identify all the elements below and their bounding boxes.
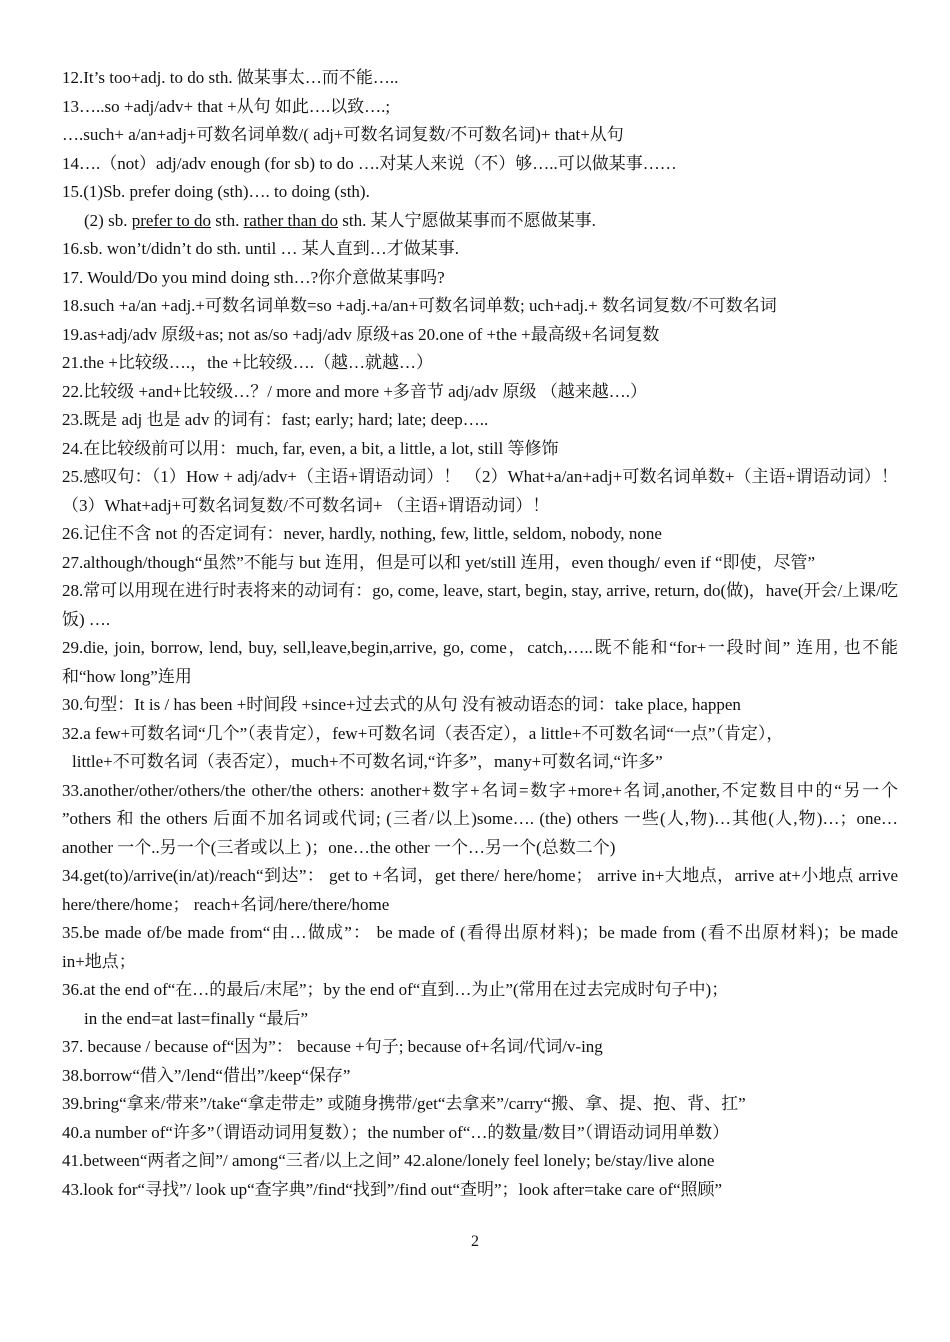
underlined-phrase-rather-than-do: rather than do — [243, 210, 339, 230]
text-line-15b — [62, 207, 898, 236]
text-line-12: 12.It’s too+adj. to do sth. 做某事太…而不能….. — [62, 68, 399, 87]
text-line-34: 34.get(to)/arrive(in/at)/reach“到达”： get to +名词，get there/ here/home； arrive in+大地点，arrive at+小地点 arrive here/there/home； reach+名词/here/there/home — [62, 866, 898, 914]
text-span: (2) sb. — [84, 210, 132, 230]
text-line-36b: in the end=at last=finally “最后” — [84, 1008, 309, 1028]
text-line-39: 39.bring“拿来/带来”/take“拿走带走” 或随身携带/get“去拿来”/carry“搬、拿、提、抱、背、扛” — [62, 1094, 746, 1113]
text-line-14: 14….（not）adj/adv enough (for sb) to do ….对某人来说（不）够…..可以做某事…… — [62, 153, 677, 173]
text-line-27: 27.although/though“虽然”不能与 but 连用，但是可以和 yet/still 连用，even though/ even if “即使，尽管” — [62, 552, 816, 572]
text-line-26: 26.记住不含 not 的否定词有：never, hardly, nothing, few, little, seldom, nobody, none — [62, 524, 662, 543]
underlined-phrase-prefer-to-do: prefer to do — [131, 210, 212, 230]
text-line-38: 38.borrow“借入”/lend“借出”/keep“保存” — [62, 1065, 351, 1085]
text-line-16: 16.sb. won’t/didn’t do sth. until … 某人直到…才做某事. — [62, 239, 460, 258]
text-line-15a: 15.(1)Sb. prefer doing (sth)…. to doing (sth). — [62, 182, 370, 201]
text-line-21: 21.the +比较级….，the +比较级….（越…就越…） — [62, 353, 433, 372]
text-line-18: 18.such +a/an +adj.+可数名词单数=so +adj.+a/an+可数名词单数; uch+adj.+ 数名词复数/不可数名词 — [62, 296, 777, 315]
page-number: 2 — [471, 1233, 479, 1250]
text-line-28: 28.常可以用现在进行时表将来的动词有：go, come, leave, start, begin, stay, arrive, return, do(做)，have(开会/上课/吃饭) …. — [62, 581, 898, 629]
text-line-29: 29.die, join, borrow, lend, buy, sell,leave,begin,arrive, go, come，catch,…..既不能和“for+一段时间” 连用, 也不能和“how long”连用 — [62, 638, 898, 686]
text-line-30: 30.句型：It is / has been +时间段 +since+过去式的从句 没有被动语态的词：take place, happen — [62, 695, 741, 714]
text-span: sth. — [211, 210, 244, 230]
text-line-36a: 36.at the end of“在…的最后/末尾”；by the end of“直到…为止”(常用在过去完成时句子中)； — [62, 980, 729, 999]
text-span: sth. 某人宁愿做某事而不愿做某事. — [338, 210, 596, 230]
text-line-40: 40.a number of“许多”（谓语动词用复数）；the number of“…的数量/数目”（谓语动词用单数） — [62, 1122, 730, 1142]
text-line-37: 37. because / because of“因为”： because +句子; because of+名词/代词/v-ing — [62, 1037, 603, 1056]
text-line-25: 25.感叹句：（1）How + adj/adv+（主语+谓语动词）！ （2）What+a/an+adj+可数名词单数+（主语+谓语动词）！ （3）What+adj+可数名词复数/不可数名词+ （主语+谓语动词）！ — [62, 467, 898, 515]
text-line-32a: 32.a few+可数名词“几个”（表肯定），few+可数名词（表否定），a little+不可数名词“一点”（肯定）， — [62, 723, 784, 743]
text-line-17: 17. Would/Do you mind doing sth…?你介意做某事吗? — [62, 267, 445, 287]
document-body — [62, 64, 898, 1204]
text-line-22: 22.比较级 +and+比较级…？/ more and more +多音节 adj/adv 原级 （越来越….） — [62, 381, 647, 401]
text-line-24: 24.在比较级前可以用：much, far, even, a bit, a little, a lot, still 等修饰 — [62, 438, 559, 458]
text-line-43: 43.look for“寻找”/ look up“查字典”/find“找到”/find out“查明”；look after=take care of“照顾” — [62, 1179, 723, 1199]
text-line-33: 33.another/other/others/the other/the others: another+数字+名词=数字+more+名词,another,不定数目中的“另一个 ”others 和 the others 后面不加名词或代词; (三者/以上)some…. (the) others 一些(人,物)…其他(人,物)…；one…another 一个..另一个(三者或以上 )；one…the other 一个…另一个(总数二个) — [62, 780, 898, 857]
text-line-13: 13…..so +adj/adv+ that +从句 如此….以致….; — [62, 96, 391, 116]
text-line-35: 35.be made of/be made from“由…做成”： be made of (看得出原材料)；be made from (看不出原材料)；be made in+地点； — [62, 923, 898, 971]
text-line-32b: little+不可数名词（表否定），much+不可数名词,“许多”，many+可数名词,“许多” — [72, 752, 663, 771]
text-line-19: 19.as+adj/adv 原级+as; not as/so +adj/adv 原级+as 20.one of +the +最高级+名词复数 — [62, 324, 660, 344]
text-line-13b: ….such+ a/an+adj+可数名词单数/( adj+可数名词复数/不可数名词)+ that+从句 — [62, 125, 624, 144]
text-line-41: 41.between“两者之间”/ among“三者/以上之间” 42.alone/lonely feel lonely; be/stay/live alone — [62, 1151, 715, 1170]
text-line-23: 23.既是 adj 也是 adv 的词有：fast; early; hard; late; deep….. — [62, 410, 489, 429]
